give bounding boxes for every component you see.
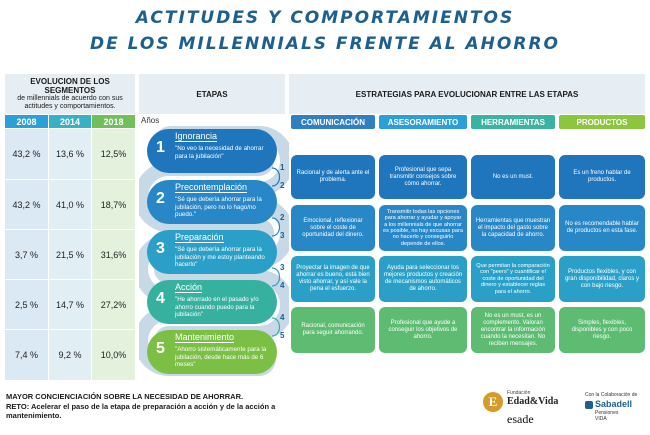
stage-quote-5: "Ahorro sistemáticamente para la jubilación, desde hace más de 6 meses" bbox=[175, 346, 267, 368]
cell: 31,6% bbox=[92, 230, 135, 279]
stage-number-4: 4 bbox=[156, 290, 165, 307]
strategy-box: No es un must, es un complemento. Valoran encontrar la información cuando la necesitan. No reciben mensajes. bbox=[471, 307, 555, 353]
cell: 13,6 % bbox=[49, 129, 91, 179]
title-line-1: ACTITUDES Y COMPORTAMIENTOS bbox=[135, 8, 515, 28]
strategy-box: Racional y de alerta ante el problema. bbox=[291, 155, 375, 199]
sabadell-sub-label: Pensiones bbox=[595, 410, 619, 416]
segments-subheading: de millennials de acuerdo con sus actitudes y comportamientos. bbox=[17, 95, 123, 110]
cell: 43,2 % bbox=[5, 129, 48, 179]
stage-name-5: Mantenimiento bbox=[175, 332, 235, 342]
stage-number-3: 3 bbox=[156, 240, 165, 257]
cell: 43,2 % bbox=[5, 180, 48, 229]
arrow-label: 2 bbox=[280, 181, 285, 190]
column-herramientas: HERRAMIENTAS bbox=[471, 115, 555, 129]
edadvida-label: Edad&Vida bbox=[507, 396, 559, 407]
segments-table bbox=[5, 129, 135, 380]
strategy-box: Simples, flexibles, disponibles y con poco riesgo. bbox=[559, 307, 645, 353]
strategy-box: No es un must. bbox=[471, 155, 555, 199]
title-line-2: DE LOS MILLENNIALS FRENTE AL AHORRO bbox=[90, 34, 560, 54]
stage-quote-3: "Sé que debería ahorrar para la jubilación y me estoy planteando hacerlo" bbox=[175, 246, 265, 268]
cell: 14,7 % bbox=[49, 280, 91, 329]
strategy-box: No es recomendable hablar de productos en esta fase. bbox=[559, 205, 645, 251]
arrow-label: 4 bbox=[280, 313, 285, 322]
column-asesoramiento: ASESORAMIENTO bbox=[379, 115, 467, 129]
stage-quote-2: "Sé que debería ahorrar para la jubilación, pero no lo hago/no puedo." bbox=[175, 196, 262, 218]
colab-label: Con la Colaboración de bbox=[585, 392, 638, 398]
year-2018: 2018 bbox=[92, 115, 135, 128]
strategy-box: Ayuda para seleccionar los mejores productos y creación de mecanismos automáticos de ahorro. bbox=[379, 256, 467, 302]
cell: 12,5% bbox=[92, 129, 135, 179]
cell: 9,2 % bbox=[49, 330, 91, 380]
stage-name-3: Preparación bbox=[175, 232, 224, 242]
arrow-label: 4 bbox=[280, 281, 285, 290]
stage-quote-1: "No veo la necesidad de ahorrar para la jubilación" bbox=[175, 145, 264, 160]
strategy-box: Transmitir todas las opciones para ahorrar y ayudar y apoyar a los millennials de que ahorrar es posible, no hay excusas para no hacerlo y conseguirlo depende de ellos. bbox=[379, 205, 467, 251]
cell: 2,5 % bbox=[5, 280, 48, 329]
footer-line-1: MAYOR CONCIENCIACIÓN SOBRE LA NECESIDAD DE AHORRAR. bbox=[6, 392, 244, 401]
arrow-label: 3 bbox=[280, 231, 285, 240]
stage-number-2: 2 bbox=[156, 190, 165, 207]
arrow-label: 1 bbox=[280, 163, 285, 172]
esade-label: esade bbox=[507, 412, 534, 426]
sabadell-mark-icon bbox=[585, 401, 593, 409]
strategy-box: Profesional que sepa transmitir consejos sobre cómo ahorrar. bbox=[379, 155, 467, 199]
strategy-box: Emocional, reflexionar sobre el coste de oportunidad del dinero. bbox=[291, 205, 375, 251]
cell: 10,0% bbox=[92, 330, 135, 380]
column-comunicacion: COMUNICACIÓN bbox=[291, 115, 375, 129]
cell: 18,7% bbox=[92, 180, 135, 229]
years-label: Años bbox=[141, 116, 160, 125]
strategies-header: ESTRATEGIAS PARA EVOLUCIONAR ENTRE LAS ETAPAS bbox=[289, 74, 645, 114]
stage-name-2: Precontemplación bbox=[175, 182, 248, 192]
footer-line-2: RETO: Acelerar el paso de la etapa de preparación a acción y de la acción a mantenimiento. bbox=[6, 402, 276, 420]
stage-name-4: Acción bbox=[175, 282, 203, 292]
strategy-box: Herramientas que muestran el impacto del gasto sobre la capacidad de ahorro. bbox=[471, 205, 555, 251]
sabadell-sub2-label: VIDA bbox=[595, 416, 607, 422]
cell: 3,7 % bbox=[5, 230, 48, 279]
cell: 21,5 % bbox=[49, 230, 91, 279]
arrow-label: 5 bbox=[280, 331, 285, 340]
year-2008: 2008 bbox=[5, 115, 48, 128]
arrow-label: 2 bbox=[280, 213, 285, 222]
sabadell-logo bbox=[585, 392, 647, 432]
edadvida-logo bbox=[483, 390, 573, 432]
stage-name-1: Ignorancia bbox=[175, 131, 218, 141]
fundacion-label: Fundación bbox=[507, 390, 531, 396]
sabadell-label: Sabadell bbox=[595, 399, 633, 409]
cell: 27,2% bbox=[92, 280, 135, 329]
stage-number-5: 5 bbox=[156, 340, 165, 357]
cell: 41,0 % bbox=[49, 180, 91, 229]
strategy-box: Que permitan la comparación con "peers" y cuantificar el coste de oportunidad del dinero y establecer reglas para el ahorro. bbox=[471, 256, 555, 302]
edadvida-mark-icon: E bbox=[483, 392, 503, 412]
arrow-label: 3 bbox=[280, 263, 285, 272]
strategy-box: Proyectar la imagen de que ahorrar es bueno, está bien visto ahorrar, y así vale la pena el esfuerzo. bbox=[291, 256, 375, 302]
strategy-box: Profesional que ayude a conseguir los objetivos de ahorro. bbox=[379, 307, 467, 353]
cell: 7,4 % bbox=[5, 330, 48, 380]
strategy-box: Racional, comunicación para seguir ahorrando. bbox=[291, 307, 375, 353]
segments-header bbox=[5, 74, 135, 114]
year-2014: 2014 bbox=[49, 115, 91, 128]
strategy-box: Productos flexibles, y con gran disponibilidad, claros y con bajo riesgo. bbox=[559, 256, 645, 302]
strategy-box: Es un freno hablar de productos. bbox=[559, 155, 645, 199]
column-productos: PRODUCTOS bbox=[559, 115, 645, 129]
segments-heading: EVOLUCION DE LOS SEGMENTOS bbox=[30, 77, 110, 95]
stages-header: ETAPAS bbox=[139, 74, 285, 114]
stage-number-1: 1 bbox=[156, 139, 165, 156]
stage-quote-4: "He ahorrado en el pasado y/o ahorro cuando puedo para la jubilación" bbox=[175, 296, 259, 318]
